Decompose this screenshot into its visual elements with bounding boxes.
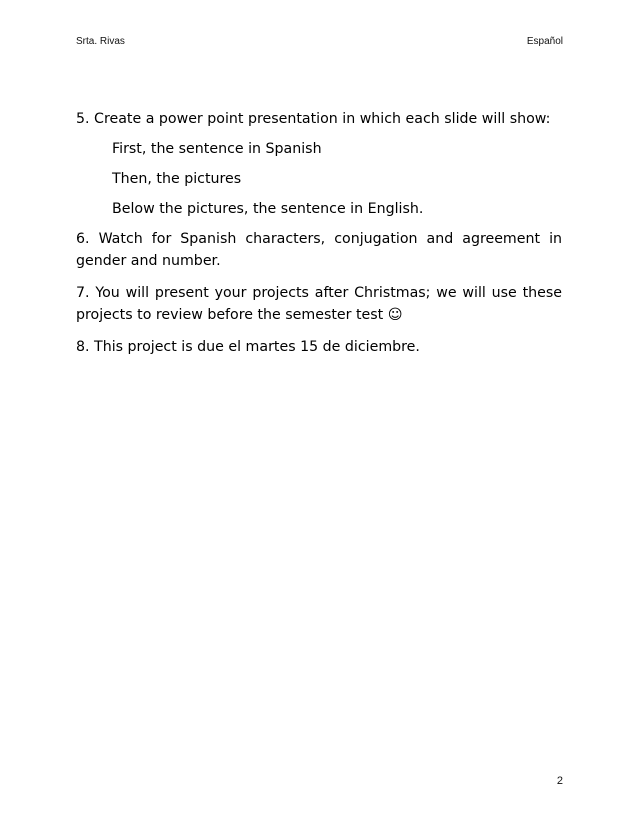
page-number: 2 — [556, 775, 563, 787]
instructions-list — [76, 108, 562, 358]
instruction-item-6: 6. Watch for Spanish characters, conjugation and agreement in gender and number. — [76, 231, 562, 269]
instruction-subitem-english-sentence: Below the pictures, the sentence in English. — [112, 201, 424, 217]
instruction-subitem-pictures: Then, the pictures — [112, 171, 242, 187]
instruction-item-7: 7. You will present your projects after Christmas; we will use these projects to review before the semester test ☺ — [76, 285, 562, 323]
instruction-subitem-spanish-sentence: First, the sentence in Spanish — [112, 141, 322, 157]
header-subject: Español — [526, 36, 563, 47]
instruction-item-5: 5. Create a power point presentation in which each slide will show: — [76, 111, 551, 127]
header-author: Srta. Rivas — [76, 36, 125, 47]
instruction-item-8: 8. This project is due el martes 15 de diciembre. — [76, 339, 420, 355]
